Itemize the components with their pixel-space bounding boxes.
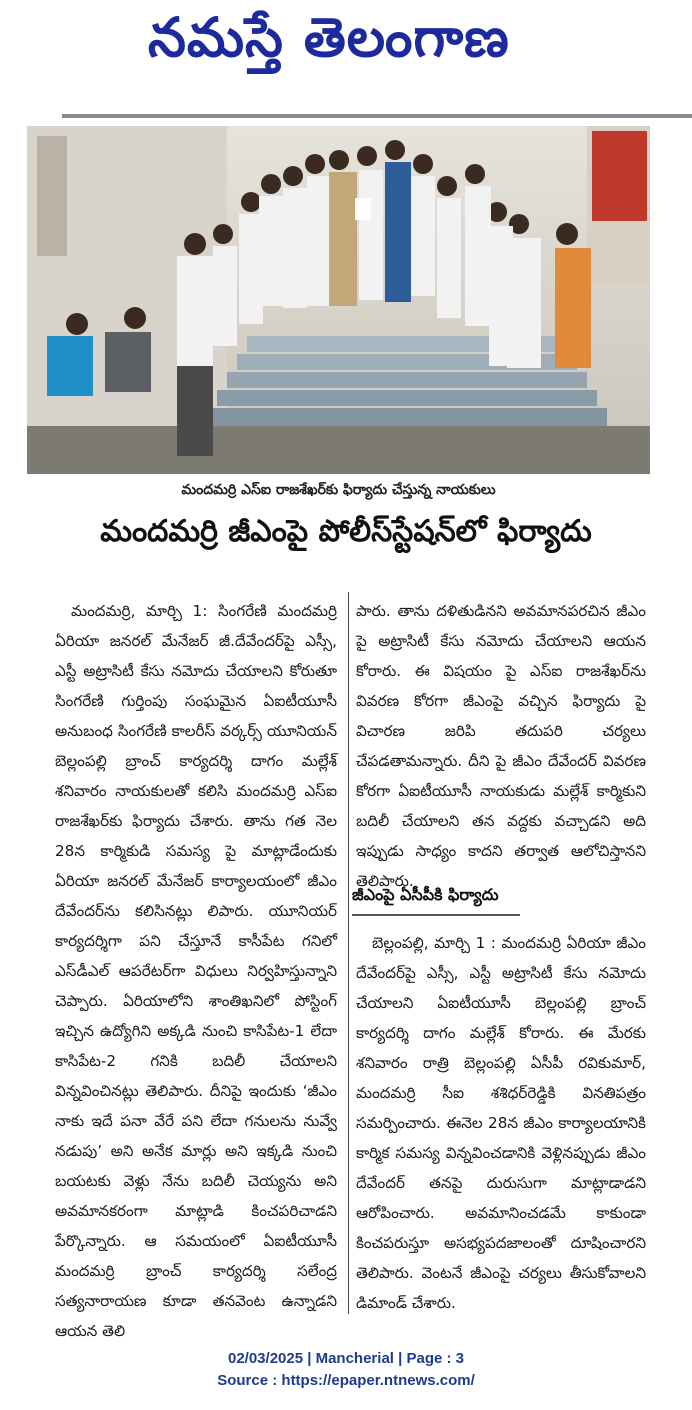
- column-divider: [348, 592, 349, 1314]
- photo-icon: [27, 126, 650, 474]
- masthead: [0, 0, 692, 100]
- article-paragraph: మందమర్రి, మార్చి 1: సింగరేణి మందమర్రి ఏరియా జనరల్ మేనేజర్ జీ.దేవేందర్‌పై ఎస్సీ, ఎస్టీ అట్రాసిటీ కేసు నమోదు చేయాలని కోరుతూ సింగరేణి గుర్తింపు సంఘమైన ఏఐటీయూసీ అనుబంధ సింగరేణి కాలరీస్ వర్కర్స్ యూనియన్ బెల్లంపల్లి బ్రాంచ్ కార్యదర్శి దాగం మల్లేశ్ శనివారం నాయకులతో కలిసి మందమర్రి ఎస్ఐ రాజశేఖర్‌కు ఫిర్యాదు చేశారు. తాను గత నెల 28న కార్మికుడి సమస్య పై మాట్లాడేందుకు ఏరియా జనరల్ మేనేజర్ కార్యాలయంలో జీఎం దేవేందర్‌ను కలిసినట్లు లిపారు. యూనియర్ కార్యదర్శిగా పని చేస్తూనే కాసీపేట గనిలో ఎస్‌డీఎల్ ఆపరేటర్‌గా విధులు నిర్వహిస్తున్నాని చెప్పారు. ఏరియాలోని శాంతిఖనిలో పోస్టింగ్ ఇచ్చిన ఉద్యోగిని అక్కడి నుంచి కాసిపేట-1 లేదా కాసిపేట-2 గనికి బదిలీ చేయాలని విన్నవించినట్లు తెలిపారు. దీనిపై ఇందుకు ‘జీఎం నాకు ఇదే పనా వేరే పని లేదా గనులను నువ్వే నడుపు’ అని అనేక మార్లు అని ఇక్కడి నుంచి బయటకు వెళ్లు నేను బదిలీ చెయ్యను అని అవమానకరంగా మాట్లాడి కించపరిచాడని పేర్కొన్నారు. ఆ సమయంలో ఏఐటీయూసీ మందమర్రి బ్రాంచ్ కార్యదర్శి సలేంద్ర సత్యనారాయణ కూడా తనవెంట ఉన్నాడని ఆయన తెలి: [55, 602, 337, 1340]
- photo-caption: మందమర్రి ఎస్ఐ రాజశేఖర్‌కు ఫిర్యాదు చేస్తున్న నాయకులు: [181, 482, 496, 498]
- masthead-rule: [62, 114, 692, 118]
- article-paragraph: బెల్లంపల్లి, మార్చి 1 : మందమర్రి ఏరియా జీఎం దేవేందర్‌పై ఎస్సీ, ఎస్టీ అట్రాసిటీ కేసు నమోదు చేయాలని ఏఐటీయూసీ బెల్లంపల్లి బ్రాంచ్ కార్యదర్శి దాగం మల్లేశ్ కోరారు. ఈ మేరకు శనివారం రాత్రి బెల్లంపల్లి ఏసీపీ రవికుమార్, మందమర్రి సీఐ శశిధర్‌రెడ్డికి వినతిపత్రం సమర్పించారు. ఈనెల 28న జీఎం కార్యాలయానికి కార్మిక సమస్య విన్నవించడానికి వెళ్లినప్పుడు జీఎం దేవేందర్ తనపై దురుసుగా మాట్లాడాడని ఆరోపించారు. అవమానించడమే కాకుండా కించపరుస్తూ అసభ్యపదజాలంతో దూషించారని తెలిపారు. వెంటనే జీఎంపై చర్యలు తీసుకోవాలని డిమాండ్ చేశారు.: [356, 934, 646, 1312]
- footer: [0, 1348, 692, 1392]
- headline: మందమర్రి జీఎంపై పోలీస్‌స్టేషన్‌లో ఫిర్యాదు: [100, 514, 592, 549]
- news-photo: [27, 126, 650, 474]
- article-column-1: [55, 596, 337, 1346]
- footer-source-line: Source : https://epaper.ntnews.com/: [217, 1372, 475, 1389]
- sub-headline: జీఎంపై ఏసీపీకి ఫిర్యాదు: [352, 885, 520, 916]
- footer-date-line: 02/03/2025 | Mancherial | Page : 3: [227, 1350, 465, 1367]
- newspaper-name: నమస్తే తెలంగాణ: [148, 6, 510, 69]
- article-paragraph-continued: పారు. తాను దళితుడినని అవమానపరచిన జీఎం పై అట్రాసిటీ కేసు నమోదు చేయాలని ఆయన కోరారు. ఈ విషయం పై ఎస్ఐ రాజశేఖర్‌ను వివరణ కోరగా జీఎంపై వచ్చిన ఫిర్యాదు పై విచారణ జరిపి తదుపరి చర్యలు చేపడతామన్నారు. దీని పై జీఎం దేవేందర్ వివరణ కోరగా ఏఐటీయూసీ నాయకుడు మల్లేశ్ కార్మికుని బదిలీ చేయాలని తన వద్దకు వచ్చాడని అది ఇప్పుడు సాధ్యం కాదని తర్వాత ఆలోచిస్తానని తెలిపారు.: [356, 602, 646, 890]
- article-column-3: [356, 928, 646, 1318]
- article-column-2: [356, 596, 646, 896]
